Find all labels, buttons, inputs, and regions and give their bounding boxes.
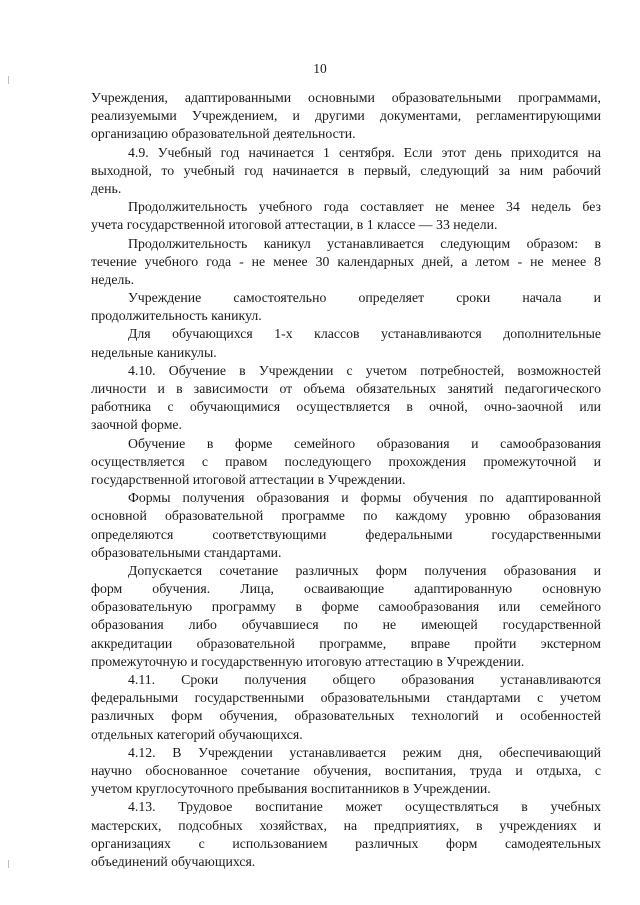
text-line: аккредитации образовательной программе, вправе пройти экстерном	[91, 635, 601, 651]
paragraph	[91, 198, 601, 234]
paragraph	[91, 144, 601, 199]
text-line: государственной итоговой аттестации в Учреждении.	[91, 471, 406, 487]
text-line: организациях с использованием различных форм самодеятельных	[91, 835, 601, 851]
text-line: Обучение в форме семейного образования и самообразования	[128, 435, 601, 451]
text-line: продолжительность каникул.	[91, 308, 262, 324]
paragraph	[91, 325, 601, 361]
text-line: Учреждения, адаптированными основными образовательными программами,	[91, 90, 601, 105]
text-line: Допускается сочетание различных форм получения образования и	[128, 562, 601, 578]
paragraph	[91, 798, 601, 871]
paragraph	[91, 562, 601, 671]
paragraph	[91, 744, 601, 799]
text-line: личности и в зависимости от объема обязательных занятий педагогического	[91, 381, 601, 396]
text-line: мастерских, подсобных хозяйствах, на предприятиях, в учреждениях и	[91, 817, 601, 833]
scan-edge-mark	[8, 76, 9, 84]
text-line: 4.11. Сроки получения общего образования устанавливаются	[128, 672, 601, 687]
text-line: недель.	[91, 271, 135, 287]
text-line: заочной форме.	[91, 417, 182, 433]
text-line: выходной, то учебный год начинается в первый, следующий за ним рабочий	[91, 162, 601, 178]
text-line: образовательную программу в форме самообразования или семейного	[91, 599, 601, 615]
text-line: учетом круглосуточного пребывания воспитанников в Учреждении.	[91, 781, 491, 797]
text-line: 4.9. Учебный год начинается 1 сентября. Если этот день приходится на	[128, 144, 601, 160]
page-number: 10	[313, 61, 327, 76]
text-line: Продолжительность учебного года составляет не менее 34 недель без	[128, 199, 601, 215]
document-body	[91, 89, 601, 871]
text-line: различных форм обучения, образовательных технологий и особенностей	[91, 708, 601, 724]
paragraph	[91, 89, 601, 144]
text-line: определяются соответствующими федеральными государственными	[91, 526, 601, 542]
text-line: федеральными государственными образовательными стандартами с учетом	[91, 690, 601, 706]
text-line: работника с обучающимися осуществляется в очной, очно-заочной или	[91, 399, 601, 415]
text-line: 4.12. В Учреждении устанавливается режим дня, обеспечивающий	[128, 744, 601, 760]
text-line: течение учебного года - не менее 30 календарных дней, а летом - не менее 8	[91, 253, 601, 269]
text-line: форм обучения. Лица, осваивающие адаптированную основную	[91, 581, 601, 597]
text-line: промежуточную и государственную итоговую аттестацию в Учреждении.	[91, 653, 525, 669]
text-line: осуществляется с правом последующего прохождения промежуточной и	[91, 453, 601, 469]
text-line: учета государственной итоговой аттестации, в 1 классе — 33 недели.	[91, 217, 498, 233]
text-line: объединений обучающихся.	[91, 853, 256, 869]
text-line: 4.13. Трудовое воспитание может осуществляться в учебных	[128, 799, 601, 815]
text-line: Формы получения образования и формы обучения по адаптированной	[128, 490, 601, 506]
text-line: Для обучающихся 1-х классов устанавливаются дополнительные	[128, 326, 601, 342]
text-line: Учреждение самостоятельно определяет сроки начала и	[128, 290, 601, 306]
text-line: основной образовательной программе по каждому уровню образования	[91, 508, 601, 524]
text-line: недельные каникулы.	[91, 344, 217, 360]
paragraph	[91, 289, 601, 325]
text-line: реализуемыми Учреждением, и другими документами, регламентирующими	[91, 108, 601, 124]
text-line: 4.10. Обучение в Учреждении с учетом потребностей, возможностей	[128, 362, 601, 378]
paragraph	[91, 435, 601, 490]
text-line: образования либо обучавшиеся по не имеющей государственной	[91, 617, 601, 633]
scan-edge-mark	[8, 860, 9, 868]
text-line: отдельных категорий обучающихся.	[91, 726, 303, 742]
paragraph	[91, 489, 601, 562]
text-line: научно обоснованное сочетание обучения, воспитания, труда и отдыха, с	[91, 762, 601, 778]
paragraph	[91, 362, 601, 435]
text-line: день.	[91, 180, 122, 196]
paragraph	[91, 235, 601, 290]
text-line: организацию образовательной деятельности.	[91, 126, 356, 142]
paragraph	[91, 671, 601, 744]
text-line: образовательными стандартами.	[91, 544, 282, 560]
text-line: Продолжительность каникул устанавливается следующим образом: в	[128, 235, 601, 251]
